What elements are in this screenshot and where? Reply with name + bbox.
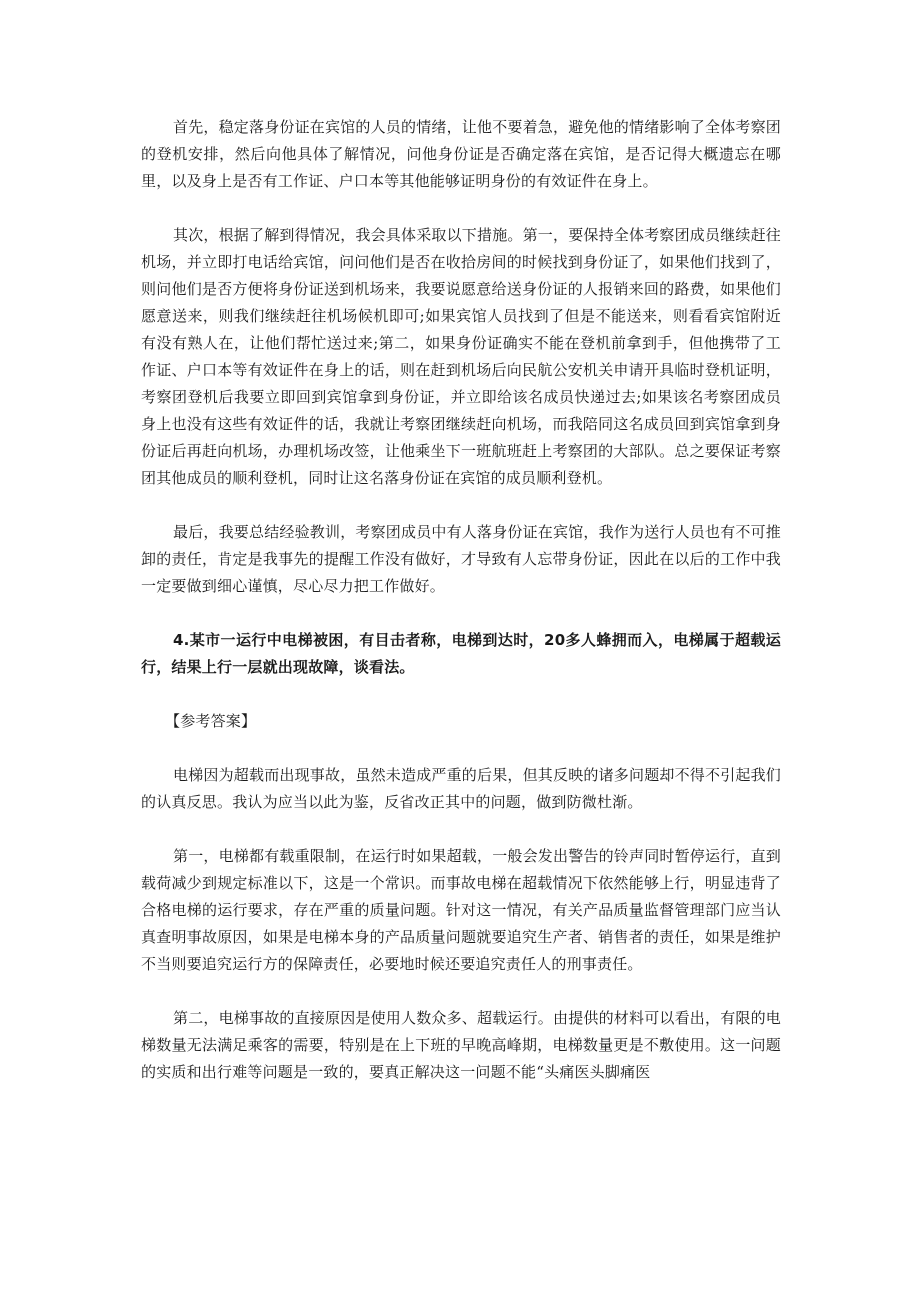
reference-answer-label: 【参考答案】 bbox=[165, 712, 257, 730]
answer-intro-paragraph: 电梯因为超载而出现事故，虽然未造成严重的后果，但其反映的诸多问题却不得不引起我们的认真反思。我认为应当以此为鉴，反省改正其中的问题，做到防微杜渐。 bbox=[141, 766, 782, 811]
document-body bbox=[141, 114, 781, 1113]
question-heading: 4.某市一运行中电梯被困，有目击者称，电梯到达时，20多人蜂拥而入，电梯属于超载运行，结果上行一层就出现故障，谈看法。 bbox=[141, 631, 781, 676]
answer-point-two: 第二，电梯事故的直接原因是使用人数众多、超载运行。由提供的材料可以看出，有限的电梯数量无法满足乘客的需要，特别是在上下班的早晚高峰期，电梯数量更是不敷使用。这一问题的实质和出行难等问题是一致的，要真正解决这一问题不能“头痛医头脚痛医 bbox=[141, 1009, 782, 1081]
paragraph-final-step: 最后，我要总结经验教训，考察团成员中有人落身份证在宾馆，我作为送行人员也有不可推卸的责任，肯定是我事先的提醒工作没有做好，才导致有人忘带身份证，因此在以后的工作中我一定要做到细心谨慎，尽心尽力把工作做好。 bbox=[141, 523, 782, 595]
paragraph-first-step: 首先，稳定落身份证在宾馆的人员的情绪，让他不要着急，避免他的情绪影响了全体考察团的登机安排，然后向他具体了解情况，问他身份证是否确定落在宾馆，是否记得大概遗忘在哪里，以及身上是否有工作证、户口本等其他能够证明身份的有效证件在身上。 bbox=[141, 118, 782, 190]
answer-point-one: 第一，电梯都有载重限制，在运行时如果超载，一般会发出警告的铃声同时暂停运行，直到载荷减少到规定标准以下，这是一个常识。而事故电梯在超载情况下依然能够上行，明显违背了合格电梯的运行要求，存在严重的质量问题。针对这一情况，有关产品质量监督管理部门应当认真查明事故原因，如果是电梯本身的产品质量问题就要追究生产者、销售者的责任，如果是维护不当则要追究运行方的保障责任，必要地时候还要追究责任人的刑事责任。 bbox=[141, 847, 782, 973]
paragraph-second-step: 其次，根据了解到得情况，我会具体采取以下措施。第一，要保持全体考察团成员继续赶往机场，并立即打电话给宾馆，问问他们是否在收拾房间的时候找到身份证了，如果他们找到了，则问他们是否方便将身份证送到机场来，我要说愿意给送身份证的人报销来回的路费，如果他们愿意送来，则我们继续赶往机场候机即可;如果宾馆人员找到了但是不能送来，则看看宾馆附近有没有熟人在，让他们帮忙送过来;第二，如果身份证确实不能在登机前拿到手，但他携带了工作证、户口本等有效证件在身上的话，则在赶到机场后向民航公安机关申请开具临时登机证明，考察团登机后我要立即回到宾馆拿到身份证，并立即给该名成员快递过去;如果该名考察团成员身上也没有这些有效证件的话，我就让考察团继续赶向机场，而我陪同这名成员回到宾馆拿到身份证后再赶向机场，办理机场改签，让他乘坐下一班航班赶上考察团的大部队。总之要保证考察团其他成员的顺利登机，同时让这名落身份证在宾馆的成员顺利登机。 bbox=[141, 226, 782, 487]
